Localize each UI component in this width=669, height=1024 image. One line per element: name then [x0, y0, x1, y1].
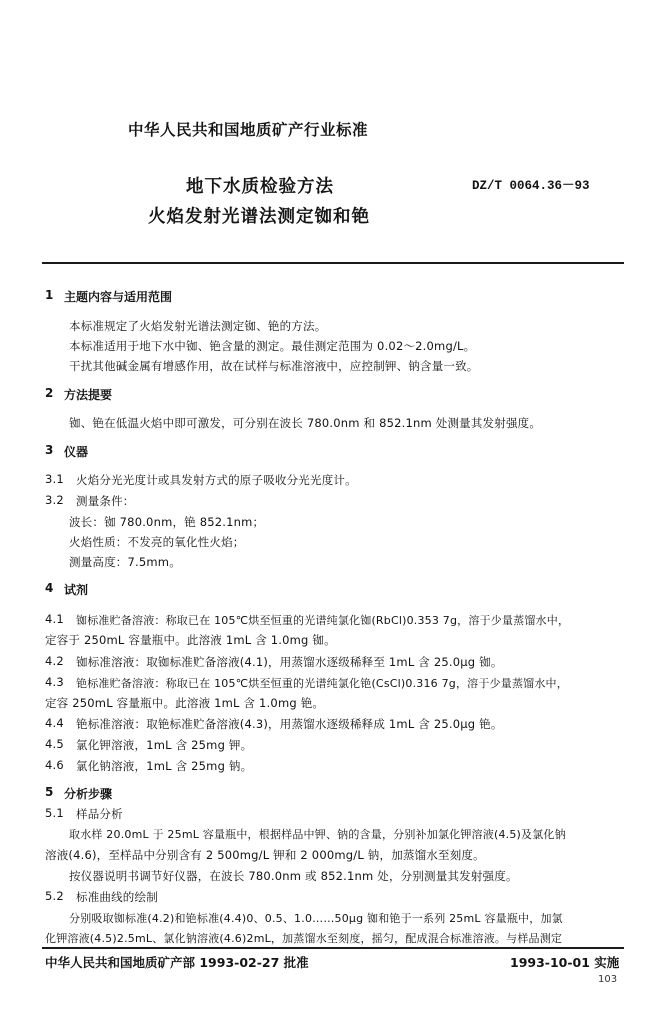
item-5-2-line1: 分别吸取铷标准(4.2)和铯标准(4.4)0、0.5、1.0……50μg 铷和铯于一系列 25mL 容量瓶中，加氯 — [69, 912, 563, 925]
item-5-1-line2: 溶液(4.6)，至样品中分别含有 2 500mg/L 钾和 2 000mg/L 钠，加蒸馏水至刻度。 — [45, 848, 485, 862]
condition-line: 火焰性质：不发亮的氧化性火焰； — [69, 535, 245, 549]
item-4-6-number: 4.6 — [45, 758, 64, 772]
condition-line: 测量高度：7.5mm。 — [69, 555, 181, 569]
section-2-line: 铷、铯在低温火焰中即可激发，可分别在波长 780.0nm 和 852.1nm 处测量其发射强度。 — [69, 416, 542, 430]
item-5-1-line3: 按仪器说明书调节好仪器，在波长 780.0nm 或 852.1nm 处，分别测量其发射强度。 — [69, 869, 518, 883]
item-4-3-line1: 铯标准贮备溶液：称取已在 105℃烘至恒重的光谱纯氯化铯(CsCl)0.316 7g，溶于少量蒸馏水中， — [76, 677, 568, 690]
section-1-line: 本标准规定了火焰发射光谱法测定铷、铯的方法。 — [69, 319, 327, 333]
section-4-title: 试剂 — [64, 583, 89, 597]
item-5-2-line2: 化钾溶液(4.5)2.5mL、氯化钠溶液(4.6)2mL，加蒸馏水至刻度，摇匀，配成混合标准溶液。与样品测定 — [45, 932, 563, 945]
section-1-line: 干扰其他碱金属有增感作用，故在试样与标准溶液中，应控制钾、钠含量一致。 — [69, 359, 479, 373]
item-4-5-number: 4.5 — [45, 737, 64, 751]
item-4-1-line2: 定容于 250mL 容量瓶中。此溶液 1mL 含 1.0mg 铷。 — [45, 633, 336, 647]
item-4-2-number: 4.2 — [45, 654, 64, 668]
item-5-1-number: 5.1 — [45, 806, 64, 820]
section-4-number: 4 — [45, 581, 54, 595]
section-3-number: 3 — [45, 443, 54, 457]
item-3-1-text: 火焰分光光度计或具发射方式的原子吸收分光光度计。 — [76, 473, 357, 487]
item-4-3-number: 4.3 — [45, 675, 64, 689]
item-4-1-number: 4.1 — [45, 612, 64, 626]
item-4-2-text: 铷标准溶液：取铷标准贮备溶液(4.1)，用蒸馏水逐级稀释至 1mL 含 25.0μg 铷。 — [76, 655, 503, 669]
item-5-1-line1: 取水样 20.0mL 于 25mL 容量瓶中，根据样品中钾、钠的含量，分别补加氯化钾溶液(4.5)及氯化钠 — [69, 828, 566, 841]
item-4-1-line1: 铷标准贮备溶液：称取已在 105℃烘至恒重的光谱纯氯化铷(RbCl)0.353 7g，溶于少量蒸馏水中， — [76, 614, 570, 627]
item-4-4-number: 4.4 — [45, 716, 64, 730]
section-1-line: 本标准适用于地下水中铷、铯含量的测定。最佳测定范围为 0.02～2.0mg/L。 — [69, 339, 476, 353]
item-4-5-text: 氯化钾溶液，1mL 含 25mg 钾。 — [76, 738, 253, 752]
page-number: 103 — [598, 974, 618, 985]
footer-divider — [42, 947, 624, 949]
item-3-2-number: 3.2 — [45, 493, 64, 507]
item-3-2-text: 测量条件： — [76, 494, 135, 508]
section-3-title: 仪器 — [64, 445, 89, 459]
item-3-1-number: 3.1 — [45, 472, 64, 486]
item-4-6-text: 氯化钠溶液，1mL 含 25mg 钠。 — [76, 759, 253, 773]
section-5-number: 5 — [45, 785, 54, 799]
item-4-4-text: 铯标准溶液：取铯标准贮备溶液(4.3)，用蒸馏水逐级稀释成 1mL 含 25.0μg 铯。 — [76, 717, 503, 731]
section-2-title: 方法提要 — [64, 388, 113, 402]
header-divider — [42, 262, 624, 264]
effective-date: 1993-10-01 实施 — [510, 955, 620, 970]
industry-standard-heading: 中华人民共和国地质矿产行业标准 — [128, 121, 369, 139]
section-1-title: 主题内容与适用范围 — [64, 290, 173, 304]
document-title-line1: 地下水质检验方法 — [186, 177, 334, 197]
item-5-2-title: 标准曲线的绘制 — [76, 890, 158, 904]
item-5-2-number: 5.2 — [45, 889, 64, 903]
item-5-1-title: 样品分析 — [76, 807, 123, 821]
standard-code: DZ/T 0064.36－93 — [472, 179, 590, 193]
section-2-number: 2 — [45, 386, 54, 400]
section-1-number: 1 — [45, 288, 54, 302]
document-title-line2: 火焰发射光谱法测定铷和铯 — [148, 207, 370, 227]
section-5-title: 分析步骤 — [64, 787, 113, 801]
approval-line: 中华人民共和国地质矿产部 1993-02-27 批准 — [45, 955, 309, 970]
item-4-3-line2: 定容 250mL 容量瓶中。此溶液 1mL 含 1.0mg 铯。 — [45, 696, 325, 710]
condition-line: 波长：铷 780.0nm，铯 852.1nm； — [69, 515, 265, 529]
